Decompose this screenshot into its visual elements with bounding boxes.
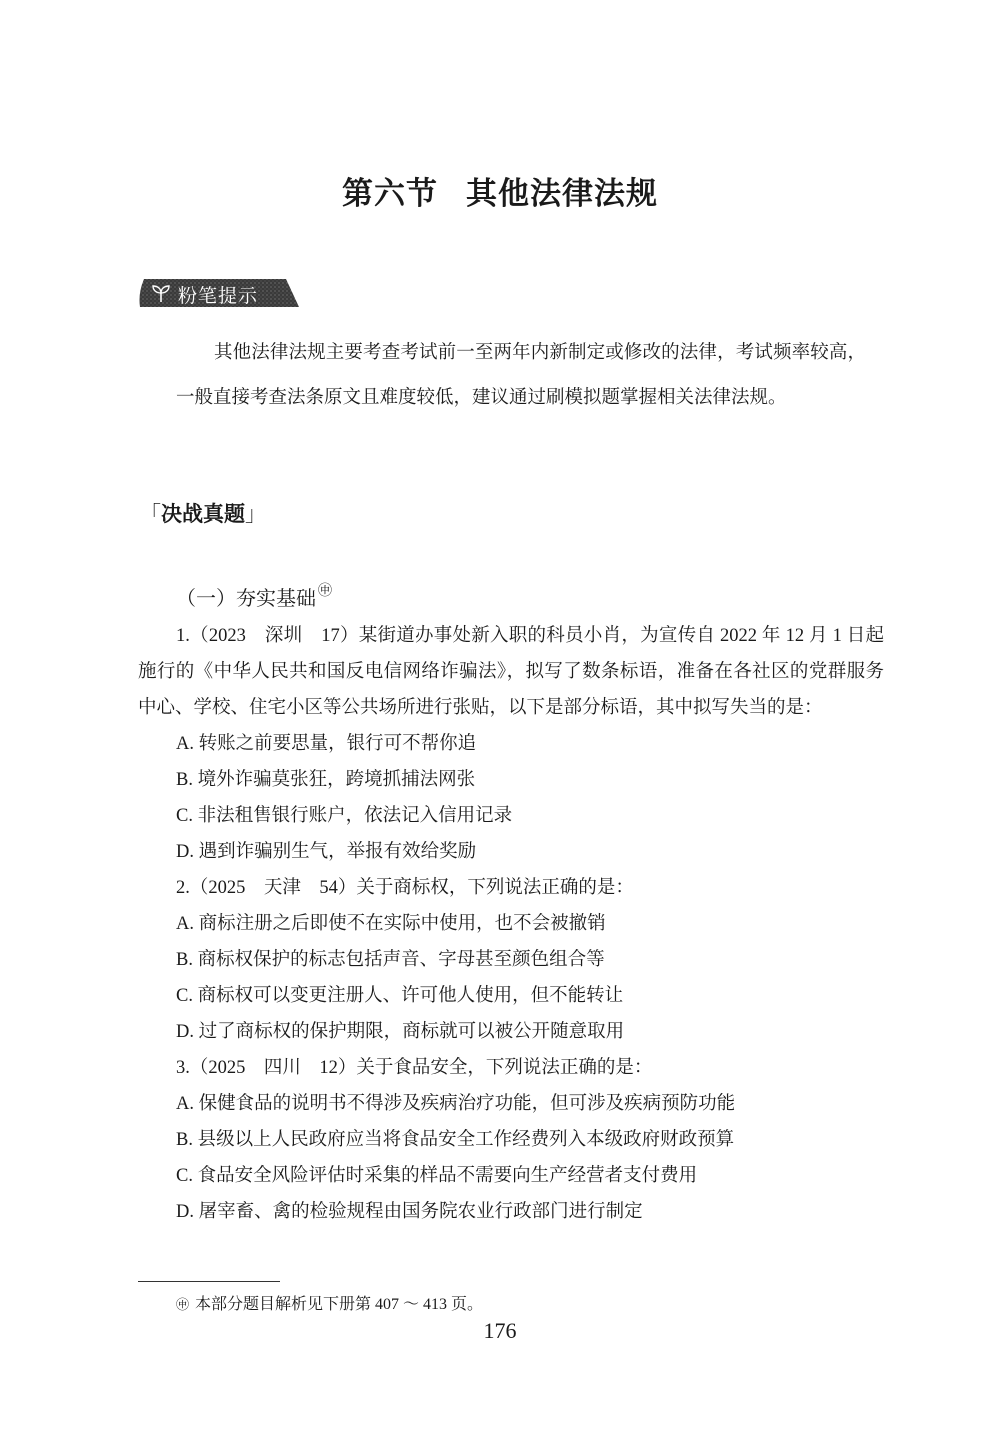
footnote-marker-icon: ㊥ [318,583,332,599]
option-d: D. 过了商标权的保护期限，商标就可以被公开随意取用 [176,1022,625,1042]
option-b: B. 商标权保护的标志包括声音、字母甚至颜色组合等 [176,950,605,970]
option-a: A. 保健食品的说明书不得涉及疾病治疗功能，但可涉及疾病预防功能 [176,1094,736,1114]
option-d: D. 遇到诈骗别生气，举报有效给奖励 [176,842,477,862]
section-name: 其他法律法规 [466,176,658,212]
heading-open-bracket: 「 [140,502,161,526]
footnote-text: 本部分题目解析见下册第 407 ～ 413 页。 [195,1296,484,1313]
footnote-divider [138,1281,280,1282]
option-d: D. 屠宰畜、禽的检验规程由国务院农业行政部门进行制定 [176,1202,643,1222]
footnote-marker-icon: ㊥ [176,1297,190,1312]
footnote [176,1291,483,1314]
question-stem: 2.（2025 天津 54）关于商标权，下列说法正确的是： [176,878,634,898]
question-stem: 3.（2025 四川 12）关于食品安全，下列说法正确的是： [176,1058,653,1078]
tip-label: 粉笔提示 [178,285,259,307]
tip-banner [138,278,300,308]
sprout-icon [150,282,172,304]
section-number: 第六节 [342,176,438,212]
question-list [138,618,884,1230]
question-stem: 1.（2023 深圳 17）某街道办事处新入职的科员小肖，为宣传自 2022 年 12 月 1 日起施行的《中华人民共和国反电信网络诈骗法》，拟写了数条标语，准备在各社区的党群服务中心、学校、住宅小区等公共场所进行张贴，以下是部分标语，其中拟写失当的是： [138,626,884,718]
sub-heading-text: （一）夯实基础 [176,586,316,610]
page-title [0,168,1000,213]
question-2 [138,870,884,1050]
option-c: C. 商标权可以变更注册人、许可他人使用，但不能转让 [176,986,624,1006]
section-heading [140,498,266,528]
tip-body: 其他法律法规主要考查考试前一至两年内新制定或修改的法律，考试频率较高，一般直接考查法条原文且难度较低，建议通过刷模拟题掌握相关法律法规。 [176,342,866,408]
option-a: A. 商标注册之后即使不在实际中使用，也不会被撤销 [176,914,606,934]
heading-text: 决战真题 [161,502,245,526]
question-3 [138,1050,884,1230]
option-b: B. 县级以上人民政府应当将食品安全工作经费列入本级政府财政预算 [176,1130,735,1150]
option-c: C. 食品安全风险评估时采集的样品不需要向生产经营者支付费用 [176,1166,698,1186]
question-1 [138,618,884,870]
option-c: C. 非法租售银行账户，依法记入信用记录 [176,806,513,826]
option-b: B. 境外诈骗莫张狂，跨境抓捕法网张 [176,770,476,790]
option-a: A. 转账之前要思量，银行可不帮你追 [176,734,477,754]
page-number: 176 [483,1318,517,1343]
heading-close-bracket: 」 [245,502,266,526]
sub-heading [176,582,332,611]
